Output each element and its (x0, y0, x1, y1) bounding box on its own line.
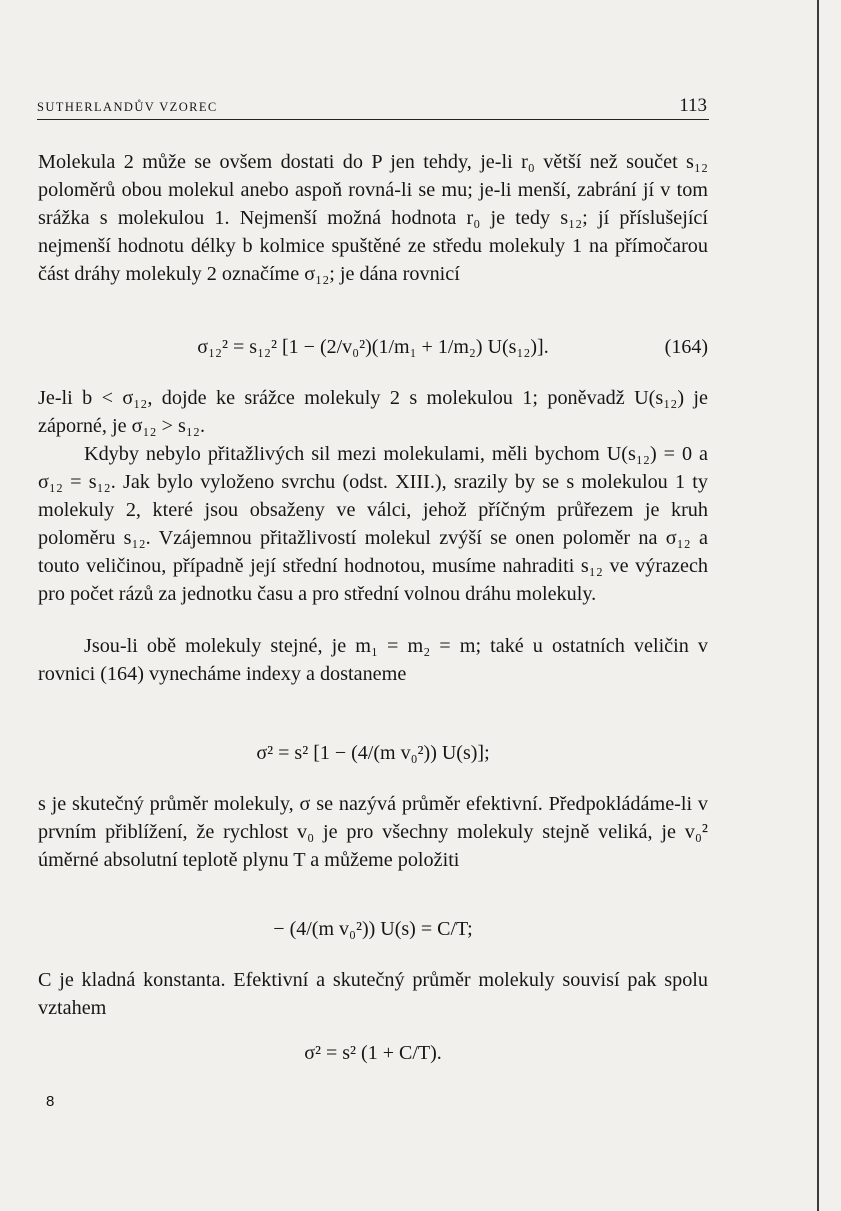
equation-3 (38, 918, 708, 941)
equation-3-text: − (4/(m v₀²)) U(s) = C/T; (273, 918, 473, 940)
paragraph-2-block (38, 384, 708, 440)
paragraph-5-block (38, 790, 708, 874)
header-rule (37, 119, 709, 120)
equation-2 (38, 742, 708, 765)
equation-4 (38, 1042, 708, 1065)
paragraph-1-block (38, 148, 708, 288)
running-title: SUTHERLANDŮV VZOREC (37, 100, 218, 114)
paragraph-4: Jsou-li obě molekuly stejné, je m₁ = m₂ = m; také u ostatních veličin v rovnici (164) vynecháme indexy a dostaneme (38, 635, 708, 685)
equation-164-label: (164) (664, 336, 708, 358)
equation-2-text: σ² = s² [1 − (4/(m v₀²)) U(s)]; (256, 742, 490, 764)
paragraph-6: C je kladná konstanta. Efektivní a skutečný průměr molekuly souvisí pak spolu vztahem (38, 969, 708, 1019)
equation-4-text: σ² = s² (1 + C/T). (304, 1042, 442, 1064)
paragraph-5: s je skutečný průměr molekuly, σ se nazývá průměr efektivní. Předpokládáme-li v prvním přiblížení, že rychlost v₀ je pro všechny molekuly stejně veliká, je v₀² úměrné absolutní teplotě plynu T a můžeme položiti (38, 793, 708, 871)
paragraph-3-block (38, 440, 708, 608)
paragraph-3: Kdyby nebylo přitažlivých sil mezi molekulami, měli bychom U(s₁₂) = 0 a σ₁₂ = s₁₂. Jak bylo vyloženo svrchu (odst. XIII.), srazily by se s molekulou 1 ty molekuly 2, které jsou obsaženy ve válci, jehož příčným průřezem je kruh poloměru s₁₂. Vzájemnou přitažlivostí molekul zvýší se onen poloměr na σ₁₂ a touto veličinou, případně její střední hodnotou, musíme nahraditi s₁₂ ve výrazech pro počet rázů za jednotku času a pro střední volnou dráhu molekuly. (38, 443, 708, 605)
sheet-number: 8 (46, 1093, 55, 1110)
running-head (37, 95, 707, 117)
equation-164-text: σ₁₂² = s₁₂² [1 − (2/v₀²)(1/m₁ + 1/m₂) U(s₁₂)]. (197, 336, 549, 358)
paragraph-1: Molekula 2 může se ovšem dostati do P jen tehdy, je-li r₀ větší než součet s₁₂ poloměrů obou molekul anebo aspoň rovná-li se mu; je-li menší, zabrání jí v tom srážka s molekulou 1. Nejmenší možná hodnota r₀ je tedy s₁₂; jí příslušející nejmenší hodnotu délky b kolmice spuštěné ze středu molekuly 1 na přímočarou část dráhy molekuly 2 označíme σ₁₂; je dána rovnicí (38, 151, 708, 285)
paragraph-6-block (38, 966, 708, 1022)
page-edge-line (817, 0, 819, 1211)
paragraph-4-block (38, 632, 708, 688)
page-number: 113 (679, 95, 707, 116)
paragraph-2: Je-li b < σ₁₂, dojde ke srážce molekuly 2 s molekulou 1; poněvadž U(s₁₂) je záporné, je σ₁₂ > s₁₂. (38, 387, 708, 437)
equation-164 (38, 336, 708, 359)
